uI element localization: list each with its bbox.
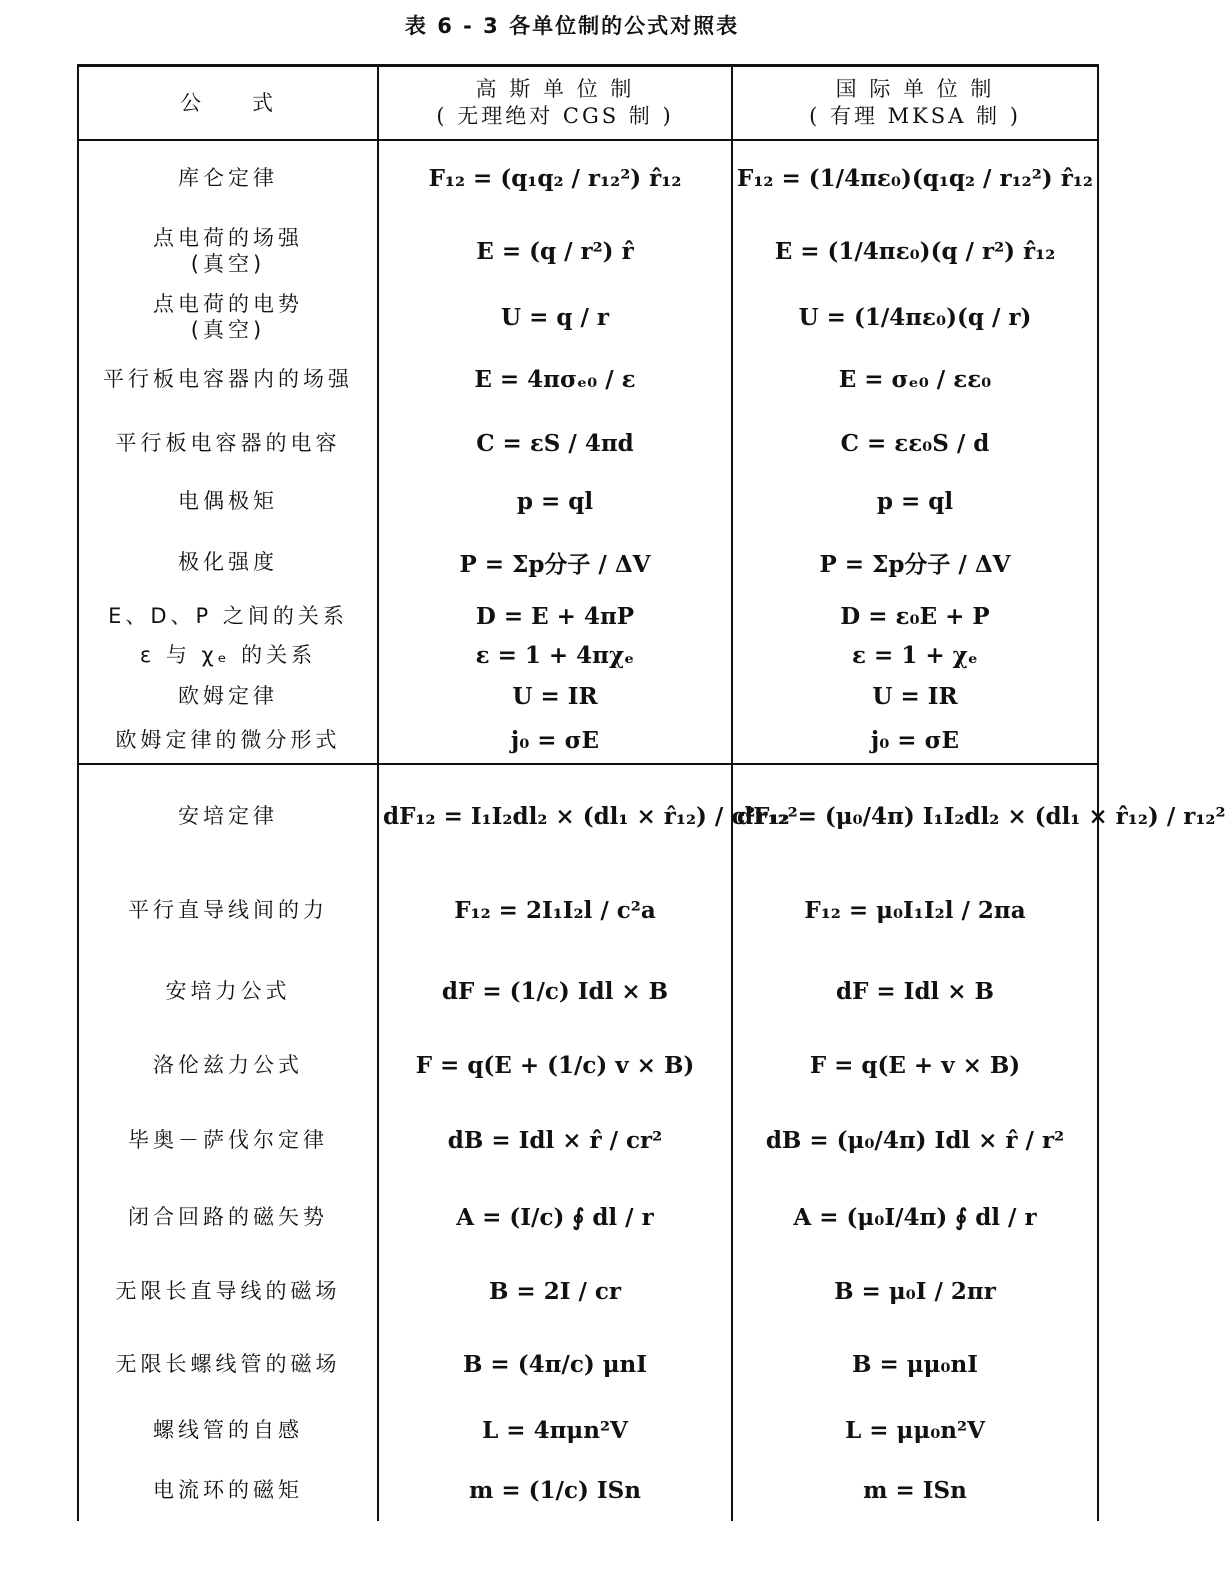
table-row [78,764,1098,867]
formula-name-cell [78,527,378,597]
header-gauss-line1: 高 斯 单 位 制 [475,77,635,101]
table-row [78,411,1098,475]
table-row [78,675,1098,717]
gauss-formula: B = 2I / cr [378,1255,732,1327]
si-formula: E = σₑ₀ / εε₀ [732,347,1098,411]
si-formula: B = μμ₀nI [732,1327,1098,1401]
si-formula: j₀ = σE [732,717,1098,764]
formula-name: ε 与 χₑ 的关系 [139,643,317,667]
formula-name: 安培定律 [178,804,278,828]
gauss-formula: C = εS / 4πd [378,411,732,475]
table-row [78,287,1098,347]
formula-name-cell [78,867,378,953]
si-formula: B = μ₀I / 2πr [732,1255,1098,1327]
header-si-line1: 国 际 单 位 制 [835,77,995,101]
formula-name: 极化强度 [178,550,278,574]
table-row [78,953,1098,1029]
formula-name: 库仑定律 [178,166,278,190]
si-formula: ε = 1 + χₑ [732,635,1098,675]
formula-table-container [77,64,1226,1521]
formula-name: 毕奥－萨伐尔定律 [128,1128,328,1152]
si-formula: m = ISn [732,1459,1098,1521]
formula-name-cell [78,1459,378,1521]
table-row [78,215,1098,287]
formula-name-cell [78,287,378,347]
formula-name-cell [78,347,378,411]
formula-name: 洛伦兹力公式 [153,1053,303,1077]
table-title: 表 6 - 3 各单位制的公式对照表 [404,14,740,38]
header-si [732,66,1098,141]
formula-name: 安培力公式 [165,979,291,1003]
formula-name-cell [78,1179,378,1255]
formula-name: 无限长螺线管的磁场 [115,1352,341,1376]
gauss-formula: P = Σp分子 / ΔV [378,527,732,597]
si-formula: D = ε₀E + P [732,597,1098,635]
si-formula: F₁₂ = (1/4πε₀)(q₁q₂ / r₁₂²) r̂₁₂ [732,140,1098,215]
formula-name-cell [78,635,378,675]
formula-name-cell [78,953,378,1029]
table-row [78,1459,1098,1521]
si-formula: p = ql [732,475,1098,527]
formula-name-cell [78,764,378,867]
gauss-formula: E = 4πσₑ₀ / ε [378,347,732,411]
formula-name-cell [78,1327,378,1401]
formula-name: 欧姆定律的微分形式 [115,728,341,752]
formula-name-cell [78,717,378,764]
si-formula: U = (1/4πε₀)(q / r) [732,287,1098,347]
gauss-formula: E = (q / r²) r̂ [378,215,732,287]
gauss-formula: j₀ = σE [378,717,732,764]
table-row [78,597,1098,635]
gauss-formula: D = E + 4πP [378,597,732,635]
table-row [78,1029,1098,1101]
si-formula: F = q(E + v × B) [732,1029,1098,1101]
table-row [78,527,1098,597]
formula-name: 点电荷的电势 [153,292,303,316]
gauss-formula: A = (I/c) ∮ dl / r [378,1179,732,1255]
gauss-formula: p = ql [378,475,732,527]
gauss-formula: F = q(E + (1/c) v × B) [378,1029,732,1101]
formula-name: 螺线管的自感 [153,1418,303,1442]
formula-name-cell [78,140,378,215]
formula-name-cell [78,1029,378,1101]
si-formula: E = (1/4πε₀)(q / r²) r̂₁₂ [732,215,1098,287]
formula-name: 平行直导线间的力 [128,898,328,922]
formula-name: 平行板电容器内的场强 [103,367,353,391]
gauss-formula: F₁₂ = (q₁q₂ / r₁₂²) r̂₁₂ [378,140,732,215]
formula-name-cell [78,1255,378,1327]
si-formula: dF₁₂ = (μ₀/4π) I₁I₂dl₂ × (dl₁ × r̂₁₂) / r₁₂² [732,764,1098,867]
formula-name-cell [78,411,378,475]
table-row [78,475,1098,527]
table-row [78,1327,1098,1401]
gauss-formula: ε = 1 + 4πχₑ [378,635,732,675]
table-row [78,717,1098,764]
formula-name: 电偶极矩 [178,489,278,513]
table-row [78,1401,1098,1459]
formula-name-cell [78,475,378,527]
si-formula: P = Σp分子 / ΔV [732,527,1098,597]
si-formula: dF = Idl × B [732,953,1098,1029]
header-si-line2: ( 有理 MKSA 制 ) [809,104,1021,128]
si-formula: U = IR [732,675,1098,717]
formula-name: 点电荷的场强 [153,226,303,250]
header-gauss [378,66,732,141]
formula-name-cell [78,1401,378,1459]
formula-name: 欧姆定律 [178,684,278,708]
gauss-formula: dF₁₂ = I₁I₂dl₂ × (dl₁ × r̂₁₂) / c²r₁₂² [378,764,732,867]
si-formula: C = εε₀S / d [732,411,1098,475]
formula-name-cell [78,597,378,635]
table-row [78,867,1098,953]
formula-name-note: (真空) [190,252,266,276]
table-body [78,140,1226,1521]
si-formula: L = μμ₀n²V [732,1401,1098,1459]
gauss-formula: F₁₂ = 2I₁I₂l / c²a [378,867,732,953]
table-row [78,1255,1098,1327]
si-formula: dB = (μ₀/4π) Idl × r̂ / r² [732,1101,1098,1179]
formula-name-note: (真空) [190,318,266,342]
table-row [78,140,1098,215]
gauss-formula: m = (1/c) ISn [378,1459,732,1521]
table-row [78,347,1098,411]
formula-name: 无限长直导线的磁场 [115,1279,341,1303]
header-formula: 公 式 [78,66,378,141]
table-row [78,1179,1098,1255]
header-gauss-line2: ( 无理绝对 CGS 制 ) [436,104,674,128]
table-row [78,635,1098,675]
formula-name: 闭合回路的磁矢势 [128,1205,328,1229]
gauss-formula: U = IR [378,675,732,717]
gauss-formula: U = q / r [378,287,732,347]
formula-name: 平行板电容器的电容 [115,431,341,455]
formula-name: 电流环的磁矩 [153,1478,303,1502]
gauss-formula: B = (4π/c) μnI [378,1327,732,1401]
gauss-formula: dB = Idl × r̂ / cr² [378,1101,732,1179]
header-row [78,66,1098,141]
formula-name-cell [78,675,378,717]
gauss-formula: dF = (1/c) Idl × B [378,953,732,1029]
formula-table [77,64,1226,1521]
formula-name-cell [78,215,378,287]
formula-name: E、D、P 之间的关系 [108,604,348,628]
si-formula: F₁₂ = μ₀I₁I₂l / 2πa [732,867,1098,953]
si-formula: A = (μ₀I/4π) ∮ dl / r [732,1179,1098,1255]
formula-name-cell [78,1101,378,1179]
table-row [78,1101,1098,1179]
gauss-formula: L = 4πμn²V [378,1401,732,1459]
